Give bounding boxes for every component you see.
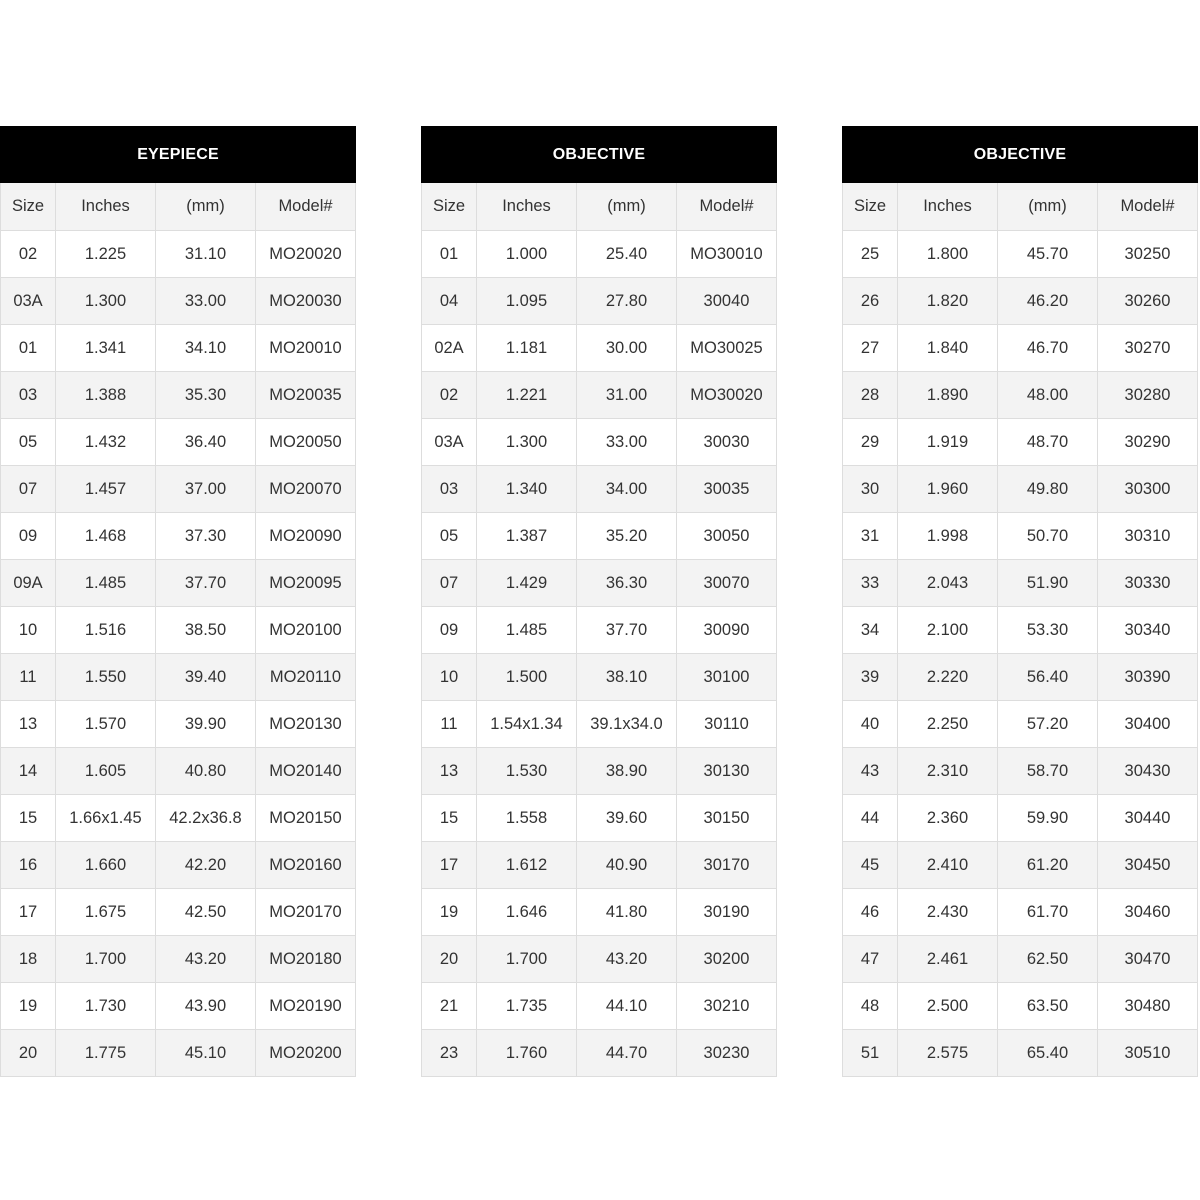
model-number-cell: 30200 [677, 936, 777, 983]
mm-cell: 43.20 [577, 936, 677, 983]
inches-cell: 1.998 [898, 513, 998, 560]
model-number-cell: 30280 [1098, 372, 1198, 419]
size-cell: 39 [843, 654, 898, 701]
table-row [843, 325, 1198, 372]
mm-cell: 38.90 [577, 748, 677, 795]
table-header-row [1, 183, 356, 231]
model-number-cell: MO20160 [256, 842, 356, 889]
model-number-cell: 30300 [1098, 466, 1198, 513]
mm-cell: 25.40 [577, 231, 677, 278]
inches-cell: 1.605 [56, 748, 156, 795]
model-number-cell: MO20170 [256, 889, 356, 936]
mm-cell: 46.70 [998, 325, 1098, 372]
mm-cell: 44.10 [577, 983, 677, 1030]
mm-cell: 58.70 [998, 748, 1098, 795]
table-row [422, 1030, 777, 1077]
inches-cell: 1.840 [898, 325, 998, 372]
size-cell: 34 [843, 607, 898, 654]
model-number-cell: 30480 [1098, 983, 1198, 1030]
table-row [843, 983, 1198, 1030]
model-number-cell: 30390 [1098, 654, 1198, 701]
table-row [422, 372, 777, 419]
inches-cell: 2.410 [898, 842, 998, 889]
inches-cell: 1.485 [477, 607, 577, 654]
mm-cell: 43.90 [156, 983, 256, 1030]
model-number-cell: 30470 [1098, 936, 1198, 983]
model-number-cell: 30035 [677, 466, 777, 513]
model-number-cell: 30450 [1098, 842, 1198, 889]
model-number-cell: 30310 [1098, 513, 1198, 560]
mm-cell: 42.20 [156, 842, 256, 889]
model-number-cell: 30210 [677, 983, 777, 1030]
table-row [1, 466, 356, 513]
size-cell: 28 [843, 372, 898, 419]
inches-cell: 1.530 [477, 748, 577, 795]
size-cell: 15 [422, 795, 477, 842]
inches-cell: 1.66x1.45 [56, 795, 156, 842]
column-header-model: Model# [1098, 183, 1198, 231]
size-cell: 10 [1, 607, 56, 654]
table-row [1, 983, 356, 1030]
table-row [1, 701, 356, 748]
column-header-inches: Inches [898, 183, 998, 231]
inches-cell: 2.461 [898, 936, 998, 983]
inches-cell: 2.043 [898, 560, 998, 607]
mm-cell: 45.70 [998, 231, 1098, 278]
column-header-mm: (mm) [156, 183, 256, 231]
mm-cell: 51.90 [998, 560, 1098, 607]
table-row [843, 654, 1198, 701]
model-number-cell: MO20050 [256, 419, 356, 466]
size-cell: 02 [1, 231, 56, 278]
inches-cell: 1.000 [477, 231, 577, 278]
size-cell: 23 [422, 1030, 477, 1077]
table-row [843, 748, 1198, 795]
column-header-mm: (mm) [998, 183, 1098, 231]
inches-cell: 2.360 [898, 795, 998, 842]
table-row [1, 654, 356, 701]
size-cell: 40 [843, 701, 898, 748]
inches-cell: 1.500 [477, 654, 577, 701]
mm-cell: 61.20 [998, 842, 1098, 889]
mm-cell: 45.10 [156, 1030, 256, 1077]
size-cell: 09 [422, 607, 477, 654]
size-cell: 14 [1, 748, 56, 795]
size-cell: 04 [422, 278, 477, 325]
inches-cell: 2.100 [898, 607, 998, 654]
table-row [1, 889, 356, 936]
size-cell: 21 [422, 983, 477, 1030]
table-row [843, 701, 1198, 748]
size-cell: 01 [422, 231, 477, 278]
table-title: EYEPIECE [1, 127, 356, 183]
size-cell: 16 [1, 842, 56, 889]
mm-cell: 56.40 [998, 654, 1098, 701]
mm-cell: 37.70 [156, 560, 256, 607]
size-cell: 09 [1, 513, 56, 560]
table-row [1, 513, 356, 560]
mm-cell: 40.90 [577, 842, 677, 889]
mm-cell: 39.1x34.0 [577, 701, 677, 748]
inches-cell: 1.340 [477, 466, 577, 513]
inches-cell: 1.919 [898, 419, 998, 466]
table-row [422, 983, 777, 1030]
model-number-cell: 30400 [1098, 701, 1198, 748]
table-row [843, 889, 1198, 936]
inches-cell: 1.387 [477, 513, 577, 560]
size-cell: 03 [422, 466, 477, 513]
table-header-row [843, 183, 1198, 231]
mm-cell: 37.30 [156, 513, 256, 560]
mm-cell: 36.30 [577, 560, 677, 607]
table-row [843, 560, 1198, 607]
model-number-cell: 30070 [677, 560, 777, 607]
mm-cell: 61.70 [998, 889, 1098, 936]
table-title: OBJECTIVE [422, 127, 777, 183]
column-header-inches: Inches [477, 183, 577, 231]
inches-cell: 2.500 [898, 983, 998, 1030]
table-header-row [422, 183, 777, 231]
table-row [1, 936, 356, 983]
size-cell: 43 [843, 748, 898, 795]
table-row [422, 513, 777, 560]
size-cell: 17 [422, 842, 477, 889]
mm-cell: 46.20 [998, 278, 1098, 325]
table-row [422, 701, 777, 748]
model-number-cell: 30260 [1098, 278, 1198, 325]
size-cell: 20 [1, 1030, 56, 1077]
table-title: OBJECTIVE [843, 127, 1198, 183]
inches-cell: 1.485 [56, 560, 156, 607]
model-number-cell: 30250 [1098, 231, 1198, 278]
size-cell: 13 [1, 701, 56, 748]
inches-cell: 2.575 [898, 1030, 998, 1077]
mm-cell: 59.90 [998, 795, 1098, 842]
size-cell: 51 [843, 1030, 898, 1077]
size-cell: 18 [1, 936, 56, 983]
table-row [1, 278, 356, 325]
mm-cell: 38.50 [156, 607, 256, 654]
mm-cell: 37.70 [577, 607, 677, 654]
mm-cell: 62.50 [998, 936, 1098, 983]
model-number-cell: 30290 [1098, 419, 1198, 466]
mm-cell: 42.2x36.8 [156, 795, 256, 842]
model-number-cell: MO20090 [256, 513, 356, 560]
size-cell: 03A [422, 419, 477, 466]
table-row [422, 466, 777, 513]
mm-cell: 39.90 [156, 701, 256, 748]
table-row [1, 748, 356, 795]
size-cell: 17 [1, 889, 56, 936]
inches-cell: 1.221 [477, 372, 577, 419]
mm-cell: 50.70 [998, 513, 1098, 560]
inches-cell: 1.388 [56, 372, 156, 419]
inches-cell: 1.300 [477, 419, 577, 466]
inches-cell: 1.570 [56, 701, 156, 748]
inches-cell: 1.660 [56, 842, 156, 889]
mm-cell: 33.00 [577, 419, 677, 466]
model-number-cell: 30440 [1098, 795, 1198, 842]
table-row [1, 607, 356, 654]
column-header-model: Model# [256, 183, 356, 231]
table-row [843, 842, 1198, 889]
size-cell: 02 [422, 372, 477, 419]
mm-cell: 38.10 [577, 654, 677, 701]
size-cell: 44 [843, 795, 898, 842]
mm-cell: 36.40 [156, 419, 256, 466]
size-cell: 09A [1, 560, 56, 607]
size-cell: 07 [422, 560, 477, 607]
size-cell: 07 [1, 466, 56, 513]
table-row [843, 607, 1198, 654]
mm-cell: 53.30 [998, 607, 1098, 654]
mm-cell: 41.80 [577, 889, 677, 936]
inches-cell: 1.960 [898, 466, 998, 513]
mm-cell: 49.80 [998, 466, 1098, 513]
model-number-cell: MO20020 [256, 231, 356, 278]
mm-cell: 34.00 [577, 466, 677, 513]
size-cell: 30 [843, 466, 898, 513]
mm-cell: 35.30 [156, 372, 256, 419]
mm-cell: 63.50 [998, 983, 1098, 1030]
size-cell: 10 [422, 654, 477, 701]
table-row [422, 889, 777, 936]
inches-cell: 1.516 [56, 607, 156, 654]
table-row [843, 513, 1198, 560]
size-cell: 03 [1, 372, 56, 419]
model-number-cell: 30510 [1098, 1030, 1198, 1077]
inches-cell: 1.457 [56, 466, 156, 513]
model-number-cell: 30340 [1098, 607, 1198, 654]
model-number-cell: MO30025 [677, 325, 777, 372]
inches-cell: 1.612 [477, 842, 577, 889]
table-row [1, 560, 356, 607]
size-cell: 47 [843, 936, 898, 983]
inches-cell: 1.890 [898, 372, 998, 419]
model-number-cell: MO20150 [256, 795, 356, 842]
table-row [422, 654, 777, 701]
model-number-cell: 30430 [1098, 748, 1198, 795]
model-number-cell: 30230 [677, 1030, 777, 1077]
inches-cell: 1.800 [898, 231, 998, 278]
inches-cell: 1.646 [477, 889, 577, 936]
mm-cell: 40.80 [156, 748, 256, 795]
mm-cell: 27.80 [577, 278, 677, 325]
model-number-cell: 30130 [677, 748, 777, 795]
model-number-cell: 30190 [677, 889, 777, 936]
inches-cell: 1.775 [56, 1030, 156, 1077]
model-number-cell: 30170 [677, 842, 777, 889]
size-cell: 31 [843, 513, 898, 560]
model-number-cell: MO30010 [677, 231, 777, 278]
size-cell: 02A [422, 325, 477, 372]
inches-cell: 1.820 [898, 278, 998, 325]
mm-cell: 65.40 [998, 1030, 1098, 1077]
size-cell: 19 [422, 889, 477, 936]
mm-cell: 48.70 [998, 419, 1098, 466]
model-number-cell: 30270 [1098, 325, 1198, 372]
size-cell: 05 [422, 513, 477, 560]
mm-cell: 39.60 [577, 795, 677, 842]
inches-cell: 1.760 [477, 1030, 577, 1077]
size-cell: 03A [1, 278, 56, 325]
table-row [843, 1030, 1198, 1077]
mm-cell: 44.70 [577, 1030, 677, 1077]
mm-cell: 57.20 [998, 701, 1098, 748]
mm-cell: 31.10 [156, 231, 256, 278]
table-row [843, 372, 1198, 419]
model-number-cell: MO20130 [256, 701, 356, 748]
inches-cell: 1.558 [477, 795, 577, 842]
model-number-cell: 30050 [677, 513, 777, 560]
table-row [1, 231, 356, 278]
table-row [1, 1030, 356, 1077]
size-cell: 01 [1, 325, 56, 372]
mm-cell: 33.00 [156, 278, 256, 325]
inches-cell: 1.468 [56, 513, 156, 560]
table-row [422, 560, 777, 607]
model-number-cell: MO20010 [256, 325, 356, 372]
model-number-cell: 30110 [677, 701, 777, 748]
table-row [422, 325, 777, 372]
size-cell: 48 [843, 983, 898, 1030]
eyepiece-size-table [0, 126, 356, 1077]
model-number-cell: 30150 [677, 795, 777, 842]
column-header-model: Model# [677, 183, 777, 231]
size-cell: 27 [843, 325, 898, 372]
size-cell: 11 [1, 654, 56, 701]
model-number-cell: MO20190 [256, 983, 356, 1030]
model-number-cell: 30040 [677, 278, 777, 325]
inches-cell: 1.54x1.34 [477, 701, 577, 748]
mm-cell: 48.00 [998, 372, 1098, 419]
inches-cell: 1.675 [56, 889, 156, 936]
table-row [422, 231, 777, 278]
size-cell: 46 [843, 889, 898, 936]
inches-cell: 1.550 [56, 654, 156, 701]
table-row [422, 278, 777, 325]
table-row [422, 795, 777, 842]
inches-cell: 2.220 [898, 654, 998, 701]
mm-cell: 35.20 [577, 513, 677, 560]
model-number-cell: 30460 [1098, 889, 1198, 936]
inches-cell: 1.730 [56, 983, 156, 1030]
size-cell: 11 [422, 701, 477, 748]
table-row [1, 419, 356, 466]
model-number-cell: MO30020 [677, 372, 777, 419]
table-row [1, 842, 356, 889]
size-cell: 45 [843, 842, 898, 889]
table-row [422, 936, 777, 983]
mm-cell: 39.40 [156, 654, 256, 701]
table-row [422, 419, 777, 466]
column-header-mm: (mm) [577, 183, 677, 231]
table-row [843, 795, 1198, 842]
model-number-cell: MO20095 [256, 560, 356, 607]
inches-cell: 1.341 [56, 325, 156, 372]
mm-cell: 37.00 [156, 466, 256, 513]
inches-cell: 1.095 [477, 278, 577, 325]
table-row [843, 466, 1198, 513]
model-number-cell: 30030 [677, 419, 777, 466]
mm-cell: 34.10 [156, 325, 256, 372]
mm-cell: 42.50 [156, 889, 256, 936]
table-row [422, 607, 777, 654]
table-row [843, 231, 1198, 278]
inches-cell: 2.250 [898, 701, 998, 748]
objective-size-table-continued [842, 126, 1198, 1077]
model-number-cell: MO20140 [256, 748, 356, 795]
model-number-cell: MO20110 [256, 654, 356, 701]
model-number-cell: MO20030 [256, 278, 356, 325]
column-header-inches: Inches [56, 183, 156, 231]
objective-size-table [421, 126, 777, 1077]
model-number-cell: MO20180 [256, 936, 356, 983]
inches-cell: 1.300 [56, 278, 156, 325]
inches-cell: 2.310 [898, 748, 998, 795]
table-row [843, 278, 1198, 325]
table-row [1, 325, 356, 372]
model-number-cell: MO20070 [256, 466, 356, 513]
size-cell: 13 [422, 748, 477, 795]
table-row [1, 372, 356, 419]
size-cell: 29 [843, 419, 898, 466]
mm-cell: 30.00 [577, 325, 677, 372]
mm-cell: 43.20 [156, 936, 256, 983]
model-number-cell: 30100 [677, 654, 777, 701]
inches-cell: 1.432 [56, 419, 156, 466]
table-row [422, 842, 777, 889]
size-cell: 25 [843, 231, 898, 278]
column-header-size: Size [843, 183, 898, 231]
inches-cell: 1.225 [56, 231, 156, 278]
size-cell: 15 [1, 795, 56, 842]
column-header-size: Size [422, 183, 477, 231]
size-cell: 33 [843, 560, 898, 607]
model-number-cell: 30090 [677, 607, 777, 654]
size-cell: 05 [1, 419, 56, 466]
model-number-cell: MO20035 [256, 372, 356, 419]
table-row [1, 795, 356, 842]
model-number-cell: 30330 [1098, 560, 1198, 607]
inches-cell: 1.700 [56, 936, 156, 983]
inches-cell: 1.735 [477, 983, 577, 1030]
inches-cell: 1.181 [477, 325, 577, 372]
model-number-cell: MO20100 [256, 607, 356, 654]
inches-cell: 1.429 [477, 560, 577, 607]
model-number-cell: MO20200 [256, 1030, 356, 1077]
size-cell: 26 [843, 278, 898, 325]
inches-cell: 1.700 [477, 936, 577, 983]
size-cell: 19 [1, 983, 56, 1030]
column-header-size: Size [1, 183, 56, 231]
table-row [422, 748, 777, 795]
table-row [843, 936, 1198, 983]
mm-cell: 31.00 [577, 372, 677, 419]
table-row [843, 419, 1198, 466]
size-cell: 20 [422, 936, 477, 983]
inches-cell: 2.430 [898, 889, 998, 936]
